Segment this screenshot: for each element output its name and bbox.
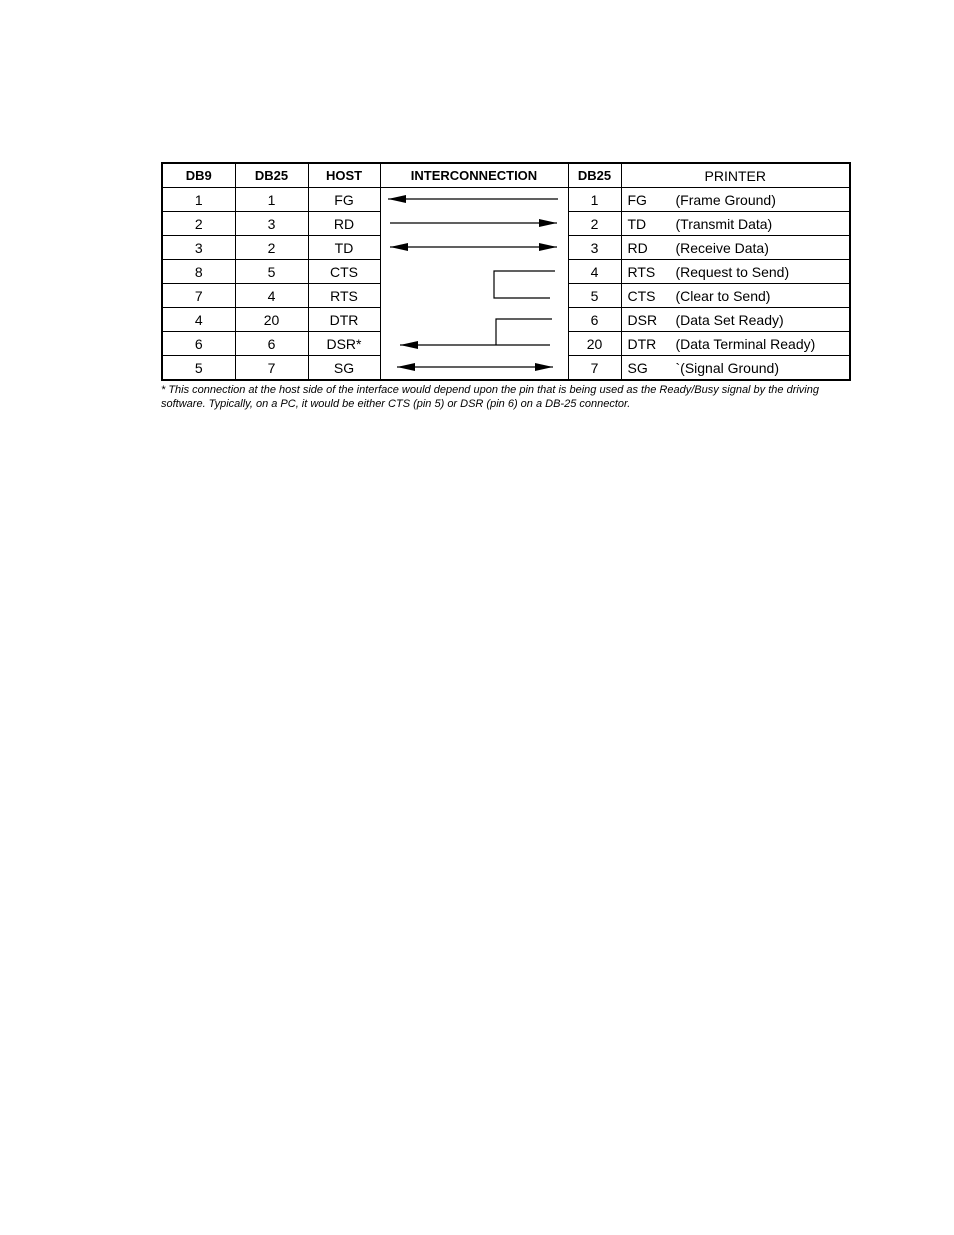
printer-description: (Frame Ground) (675, 191, 776, 208)
header-db25-printer: DB25 (568, 163, 621, 188)
cell-interconnection (380, 356, 568, 381)
printer-description: (Transmit Data) (675, 215, 773, 232)
cell-interconnection (380, 212, 568, 236)
header-interconnection: INTERCONNECTION (380, 163, 568, 188)
cell-db25-printer: 6 (568, 308, 621, 332)
table-row (162, 284, 850, 308)
table-row (162, 188, 850, 212)
printer-description: (Data Set Ready) (675, 311, 784, 328)
table-row (162, 332, 850, 356)
cell-db25-host: 1 (235, 188, 308, 212)
cell-interconnection (380, 284, 568, 308)
header-host: HOST (308, 163, 380, 188)
cell-printer (621, 236, 850, 260)
cell-db25-printer: 2 (568, 212, 621, 236)
cell-host-signal: FG (308, 188, 380, 212)
printer-signal: SG (627, 359, 648, 376)
cell-printer (621, 260, 850, 284)
table-row (162, 260, 850, 284)
header-db9: DB9 (162, 163, 235, 188)
cell-db9: 4 (162, 308, 235, 332)
header-printer: PRINTER (621, 163, 850, 188)
printer-signal: RTS (627, 263, 656, 280)
cell-db25-printer: 1 (568, 188, 621, 212)
cell-interconnection (380, 188, 568, 212)
cell-db9: 1 (162, 188, 235, 212)
table-row (162, 236, 850, 260)
pin-connection-table (161, 162, 851, 381)
cell-db25-host: 6 (235, 332, 308, 356)
cell-db9: 7 (162, 284, 235, 308)
cell-db25-host: 4 (235, 284, 308, 308)
cell-db25-host: 5 (235, 260, 308, 284)
cell-db9: 6 (162, 332, 235, 356)
cell-printer (621, 332, 850, 356)
cell-db25-host: 2 (235, 236, 308, 260)
table-header-row (162, 163, 850, 188)
table-row (162, 308, 850, 332)
cell-interconnection (380, 260, 568, 284)
printer-signal: TD (627, 215, 647, 232)
cell-printer (621, 356, 850, 381)
cell-db9: 8 (162, 260, 235, 284)
cell-host-signal: RD (308, 212, 380, 236)
footnote: * This connection at the host side of the interface would depend upon the pin that is being used as the Ready/Busy signal by the driving software. Typically, on a PC, it would be either CTS (pin 5) or DSR (pin 6) on a DB-25 connector. (161, 384, 819, 410)
cell-host-signal: SG (308, 356, 380, 381)
printer-signal: DTR (627, 335, 657, 352)
cell-db9: 3 (162, 236, 235, 260)
printer-description: `(Signal Ground) (675, 359, 779, 376)
header-db25-host: DB25 (235, 163, 308, 188)
printer-description: (Clear to Send) (675, 287, 771, 304)
cell-db25-host: 7 (235, 356, 308, 381)
cell-db25-printer: 4 (568, 260, 621, 284)
cell-db25-host: 20 (235, 308, 308, 332)
cell-printer (621, 308, 850, 332)
cell-host-signal: DTR (308, 308, 380, 332)
printer-description: (Receive Data) (675, 239, 769, 256)
table-row (162, 356, 850, 381)
cell-db25-printer: 20 (568, 332, 621, 356)
cell-printer (621, 188, 850, 212)
printer-signal: DSR (627, 311, 658, 328)
cell-db9: 5 (162, 356, 235, 381)
cell-interconnection (380, 236, 568, 260)
printer-signal: FG (627, 191, 647, 208)
cell-host-signal: DSR* (308, 332, 380, 356)
cell-db25-printer: 3 (568, 236, 621, 260)
cell-host-signal: RTS (308, 284, 380, 308)
table-row (162, 212, 850, 236)
cell-printer (621, 212, 850, 236)
cell-host-signal: CTS (308, 260, 380, 284)
cell-db9: 2 (162, 212, 235, 236)
printer-signal: CTS (627, 287, 656, 304)
cell-host-signal: TD (308, 236, 380, 260)
cell-interconnection (380, 332, 568, 356)
printer-description: (Data Terminal Ready) (675, 335, 816, 352)
cell-interconnection (380, 308, 568, 332)
cell-db25-printer: 7 (568, 356, 621, 381)
printer-description: (Request to Send) (675, 263, 790, 280)
cell-printer (621, 284, 850, 308)
cell-db25-printer: 5 (568, 284, 621, 308)
printer-signal: RD (627, 239, 648, 256)
cell-db25-host: 3 (235, 212, 308, 236)
